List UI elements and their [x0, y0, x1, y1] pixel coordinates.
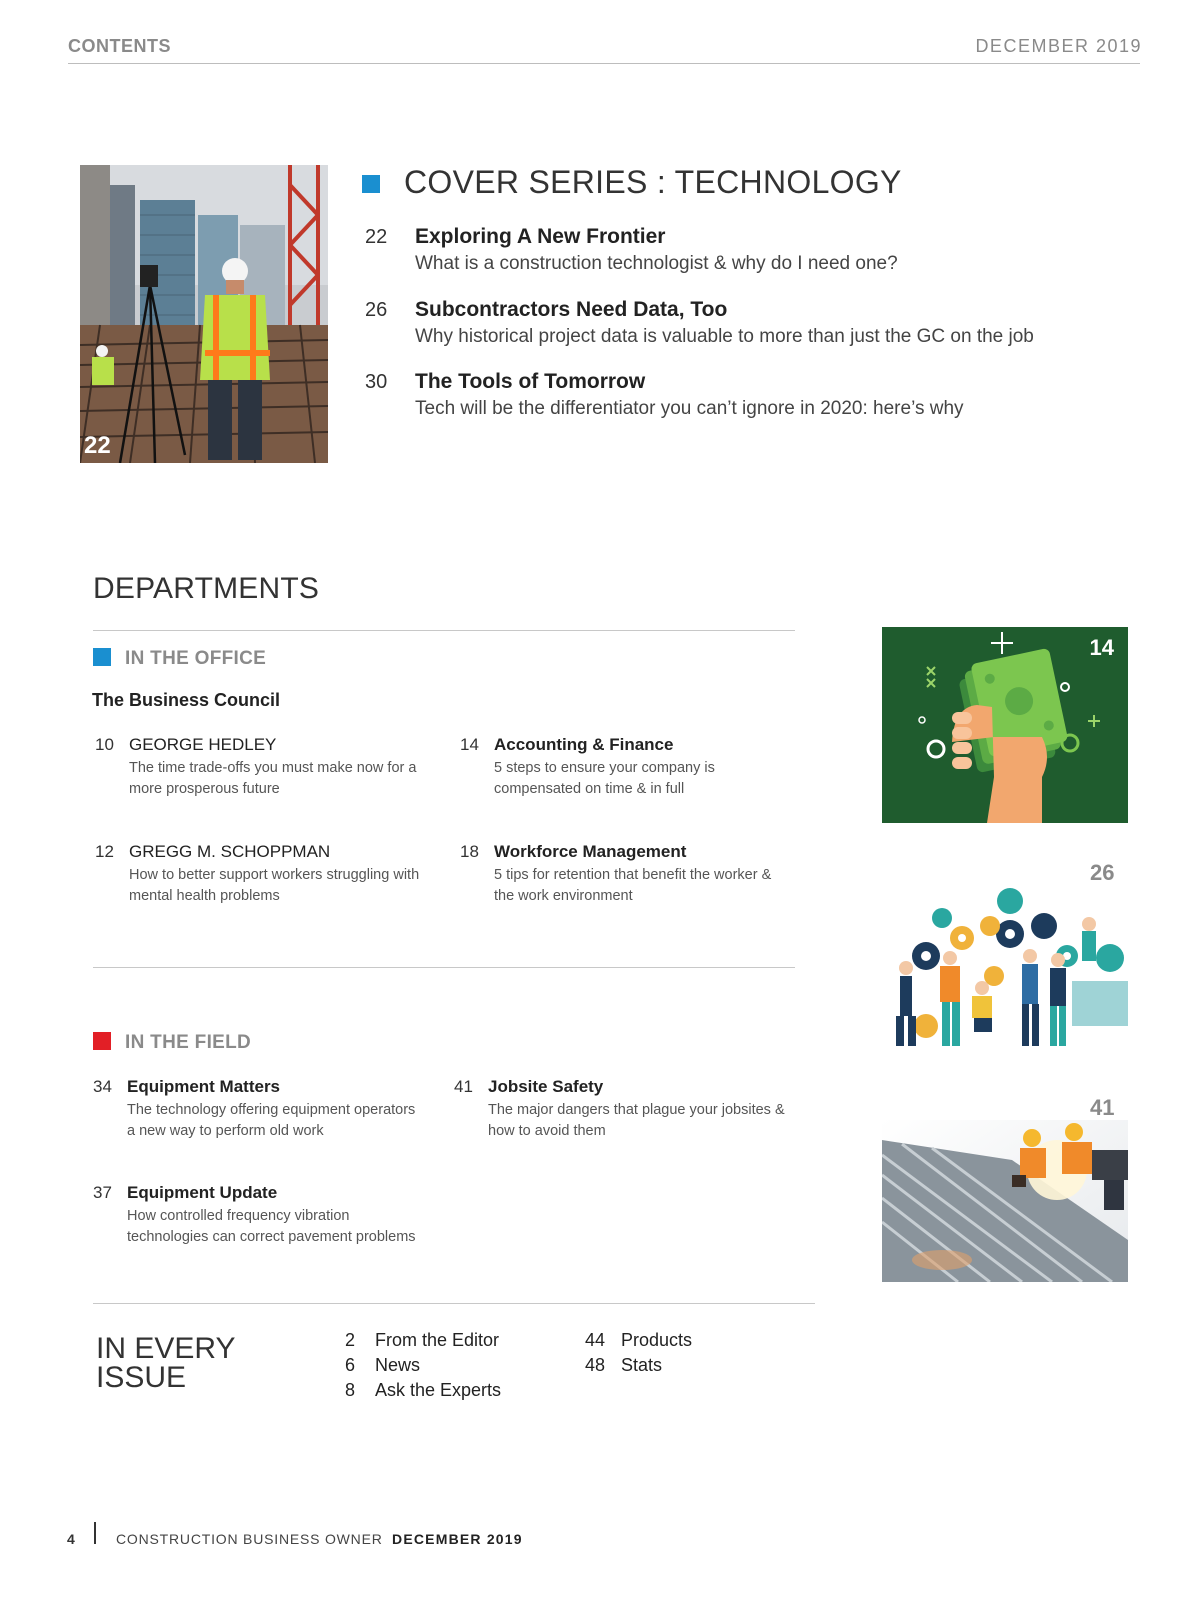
- item-description: How to better support workers struggling with mental health problems: [129, 867, 420, 904]
- every-issue-item[interactable]: [345, 1330, 499, 1351]
- every-issue-item[interactable]: [585, 1355, 662, 1376]
- item-title[interactable]: News: [375, 1355, 421, 1375]
- item-page: 8: [345, 1380, 356, 1400]
- item-description: 5 tips for retention that benefit the worker & the work environment: [494, 867, 772, 904]
- item-page: 14: [460, 735, 479, 754]
- side-image-page: 41: [1090, 1095, 1115, 1120]
- every-issue-title-line2: ISSUE: [96, 1361, 187, 1394]
- item-description: 5 steps to ensure your company is compensated on time & in full: [494, 760, 715, 797]
- item-description: How controlled frequency vibration technologies can correct pavement problems: [127, 1208, 416, 1245]
- item-title[interactable]: Workforce Management: [494, 842, 687, 861]
- article-description: Tech will be the differentiator you can’t ignore in 2020: here’s why: [415, 398, 964, 419]
- item-title[interactable]: From the Editor: [375, 1330, 500, 1350]
- side-image-page: 26: [1090, 860, 1115, 885]
- cover-photo[interactable]: [80, 165, 328, 463]
- item-description: The time trade-offs you must make now for a more prosperous future: [129, 760, 417, 797]
- item-page: 12: [95, 842, 114, 861]
- item-page: 48: [585, 1355, 606, 1375]
- money-hand-illustration[interactable]: [882, 627, 1128, 823]
- section-label: CONTENTS: [68, 36, 171, 56]
- cover-page-number: 22: [84, 432, 111, 459]
- item-title[interactable]: Jobsite Safety: [488, 1077, 604, 1096]
- item-title[interactable]: Equipment Update: [127, 1183, 278, 1202]
- cover-series-marker: [362, 175, 380, 193]
- page-number: 4: [67, 1531, 75, 1547]
- header-divider: [68, 63, 1140, 64]
- item-title[interactable]: Accounting & Finance: [494, 735, 674, 754]
- section-divider: [93, 1303, 815, 1304]
- cover-series-title: COVER SERIES : TECHNOLOGY: [404, 164, 902, 200]
- item-title[interactable]: GEORGE HEDLEY: [129, 735, 277, 754]
- business-council-heading: The Business Council: [92, 690, 281, 710]
- item-page: 44: [585, 1330, 606, 1350]
- side-image-page: 14: [1089, 635, 1114, 660]
- item-page: 10: [95, 735, 114, 754]
- item-title[interactable]: Ask the Experts: [375, 1380, 502, 1400]
- publication-name: CONSTRUCTION BUSINESS OWNER: [116, 1531, 383, 1547]
- office-marker: [93, 648, 111, 666]
- article-title[interactable]: The Tools of Tomorrow: [415, 370, 646, 393]
- article-page: 30: [365, 371, 388, 393]
- item-title[interactable]: Stats: [621, 1355, 663, 1375]
- office-section-label: IN THE OFFICE: [125, 648, 267, 669]
- every-issue-item[interactable]: [345, 1380, 501, 1401]
- field-marker: [93, 1032, 111, 1050]
- departments-title: DEPARTMENTS: [93, 572, 320, 605]
- every-issue-item[interactable]: [585, 1330, 692, 1351]
- item-page: 2: [345, 1330, 356, 1350]
- item-title[interactable]: Products: [621, 1330, 693, 1350]
- section-divider: [93, 967, 795, 968]
- article-page: 26: [365, 299, 388, 321]
- article-title[interactable]: Subcontractors Need Data, Too: [415, 298, 728, 321]
- field-section-label: IN THE FIELD: [125, 1032, 252, 1053]
- item-page: 18: [460, 842, 479, 861]
- roofers-photo[interactable]: [882, 1120, 1128, 1282]
- footer-issue: DECEMBER 2019: [392, 1531, 523, 1547]
- footer-separator: [94, 1522, 96, 1544]
- departments-divider: [93, 630, 795, 631]
- teamwork-gears-illustration[interactable]: [882, 886, 1128, 1046]
- item-page: 34: [93, 1077, 112, 1096]
- item-description: The technology offering equipment operators a new way to perform old work: [127, 1102, 416, 1139]
- footer-publication: [116, 1531, 523, 1547]
- issue-date: DECEMBER 2019: [975, 36, 1142, 56]
- article-description: What is a construction technologist & why do I need one?: [415, 253, 898, 274]
- article-title[interactable]: Exploring A New Frontier: [415, 225, 666, 248]
- item-title[interactable]: Equipment Matters: [127, 1077, 281, 1096]
- every-issue-title: [96, 1334, 246, 1392]
- article-page: 22: [365, 226, 388, 248]
- every-issue-item[interactable]: [345, 1355, 420, 1376]
- item-page: 41: [454, 1077, 473, 1096]
- item-page: 37: [93, 1183, 112, 1202]
- item-description: The major dangers that plague your jobsites & how to avoid them: [488, 1102, 785, 1139]
- every-issue-title-line1: IN EVERY: [96, 1332, 236, 1365]
- item-title[interactable]: GREGG M. SCHOPPMAN: [129, 842, 331, 861]
- item-page: 6: [345, 1355, 356, 1375]
- article-description: Why historical project data is valuable to more than just the GC on the job: [415, 326, 1034, 347]
